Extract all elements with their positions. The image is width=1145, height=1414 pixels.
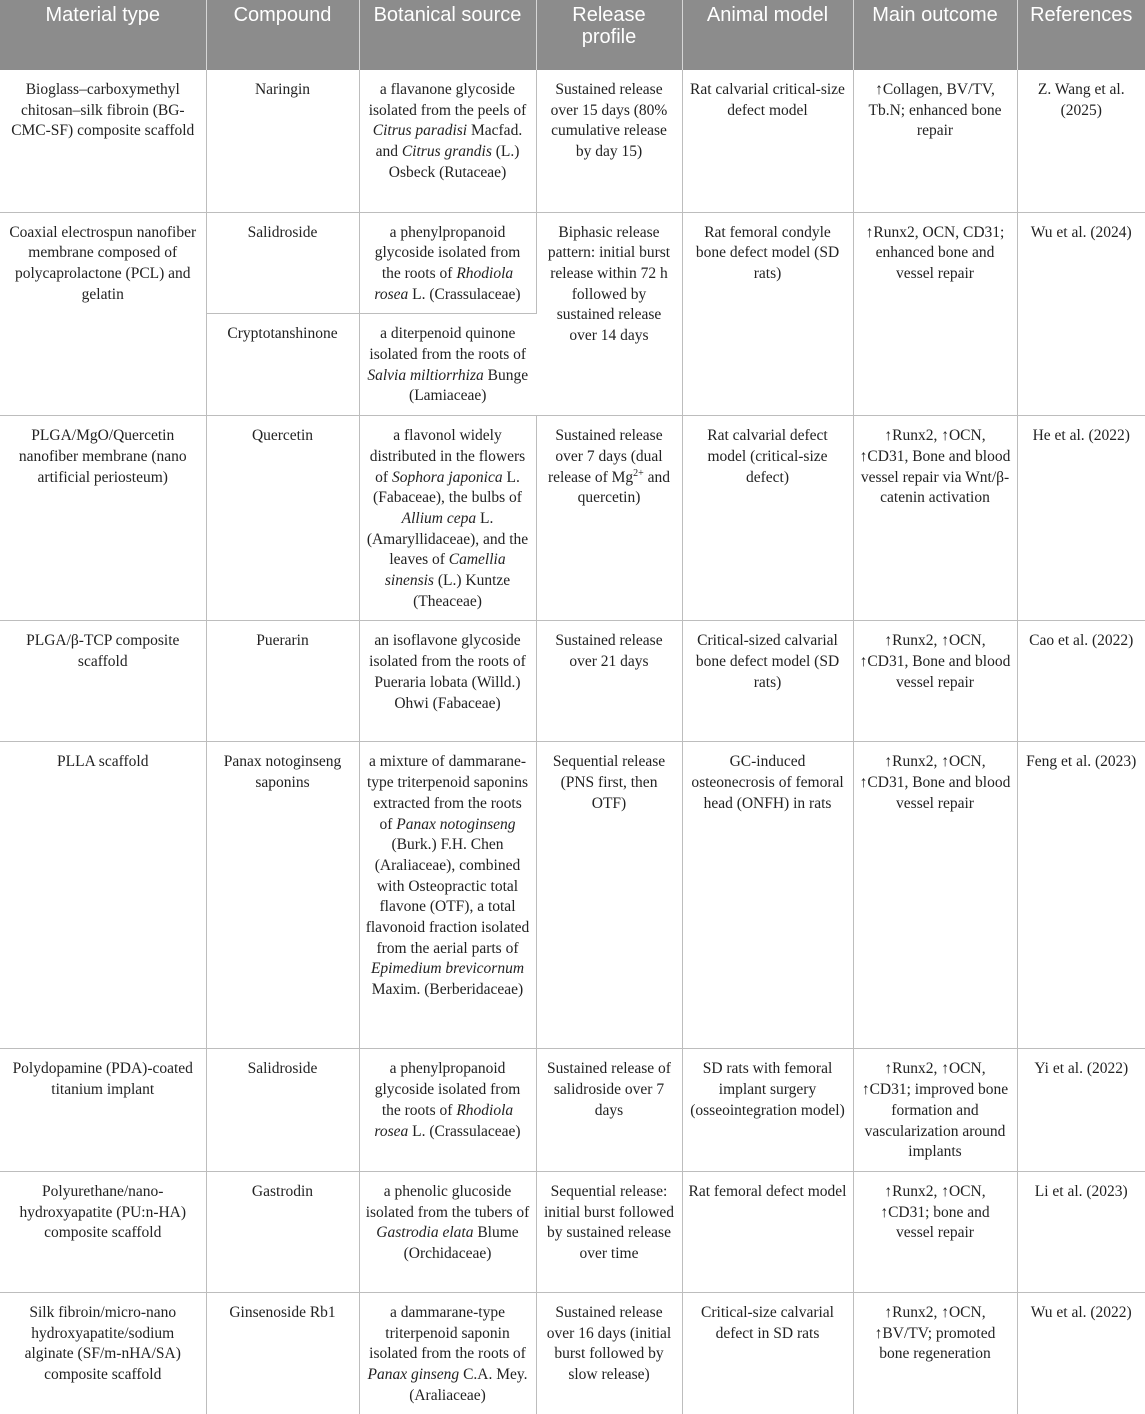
cell-compound: Panax notoginseng saponins — [206, 742, 359, 1049]
header-compound: Compound — [206, 0, 359, 70]
cell-botanical-source: a phenylpropanoid glycoside isolated from the roots of Rhodiola rosea L. (Crassulaceae) — [359, 1049, 536, 1172]
cell-botanical-source: a flavanone glycoside isolated from the peels of Citrus paradisi Macfad. and Citrus grandis (L.) Osbeck (Rutaceae) — [359, 70, 536, 212]
cell-main-outcome: ↑Runx2, ↑OCN, ↑BV/TV; promoted bone regeneration — [853, 1292, 1017, 1414]
cell-animal-model: Rat calvarial critical-size defect model — [682, 70, 853, 212]
header-references: References — [1017, 0, 1145, 70]
cell-animal-model: Critical-size calvarial defect in SD rats — [682, 1292, 853, 1414]
header-main-outcome: Main outcome — [853, 0, 1017, 70]
cell-main-outcome: ↑Runx2, ↑OCN, ↑CD31; improved bone formation and vascularization around implants — [853, 1049, 1017, 1172]
cell-compound: Salidroside — [206, 212, 359, 314]
cell-reference: Cao et al. (2022) — [1017, 621, 1145, 742]
cell-reference: Z. Wang et al. (2025) — [1017, 70, 1145, 212]
cell-reference: He et al. (2022) — [1017, 416, 1145, 621]
cell-main-outcome: ↑Runx2, ↑OCN, ↑CD31, Bone and blood vessel repair — [853, 621, 1017, 742]
cell-material: Bioglass–carboxymethyl chitosan–silk fibroin (BG-CMC-SF) composite scaffold — [0, 70, 206, 212]
cell-compound: Gastrodin — [206, 1171, 359, 1292]
table-row — [0, 742, 1145, 1049]
cell-animal-model: Rat calvarial defect model (critical-size defect) — [682, 416, 853, 621]
cell-botanical-source: a phenolic glucoside isolated from the tubers of Gastrodia elata Blume (Orchidaceae) — [359, 1171, 536, 1292]
cell-main-outcome: ↑Runx2, ↑OCN, ↑CD31; bone and vessel repair — [853, 1171, 1017, 1292]
header-row — [0, 0, 1145, 70]
cell-release-profile: Sustained release over 21 days — [536, 621, 682, 742]
header-material-type: Material type — [0, 0, 206, 70]
cell-material: PLGA/MgO/Quercetin nanofiber membrane (nano artificial periosteum) — [0, 416, 206, 621]
cell-release-profile: Sustained release over 7 days (dual release of $Mg^{2+}$ and quercetin) — [536, 416, 682, 621]
cell-material: Silk fibroin/micro-nano hydroxyapatite/sodium alginate (SF/m-nHA/SA) composite scaffold — [0, 1292, 206, 1414]
cell-release-profile: Sustained release over 15 days (80% cumulative release by day 15) — [536, 70, 682, 212]
table-row — [0, 70, 1145, 212]
cell-botanical-source: an isoflavone glycoside isolated from the roots of Pueraria lobata (Willd.) Ohwi (Fabaceae) — [359, 621, 536, 742]
cell-animal-model: SD rats with femoral implant surgery (osseointegration model) — [682, 1049, 853, 1172]
table-row — [0, 621, 1145, 742]
cell-animal-model: GC-induced osteonecrosis of femoral head (ONFH) in rats — [682, 742, 853, 1049]
table-row — [0, 1049, 1145, 1172]
cell-material: PLLA scaffold — [0, 742, 206, 1049]
cell-botanical-source: a flavonol widely distributed in the flowers of Sophora japonica L. (Fabaceae), the bulbs of Allium cepa L. (Amaryllidaceae), and the leaves of Camellia sinensis (L.) Kuntze (Theaceae) — [359, 416, 536, 621]
cell-main-outcome: ↑Collagen, BV/TV, Tb.N; enhanced bone repair — [853, 70, 1017, 212]
cell-release-profile: Sequential release: initial burst followed by sustained release over time — [536, 1171, 682, 1292]
cell-release-profile: Biphasic release pattern: initial burst release within 72 h followed by sustained release over 14 days — [536, 212, 682, 416]
cell-compound: Cryptotanshinone — [206, 314, 359, 416]
cell-reference: Wu et al. (2024) — [1017, 212, 1145, 416]
cell-material: Polyurethane/nano-hydroxyapatite (PU:n-HA) composite scaffold — [0, 1171, 206, 1292]
header-release-profile: Release profile — [536, 0, 682, 70]
header-animal-model: Animal model — [682, 0, 853, 70]
cell-reference: Yi et al. (2022) — [1017, 1049, 1145, 1172]
cell-reference: Wu et al. (2022) — [1030, 1303, 1132, 1321]
cell-compound: Quercetin — [206, 416, 359, 621]
cell-main-outcome: ↑Runx2, ↑OCN, ↑CD31, Bone and blood vessel repair — [853, 742, 1017, 1049]
cell-compound: Ginsenoside Rb1 — [206, 1292, 359, 1414]
cell-animal-model: Critical-sized calvarial bone defect model (SD rats) — [682, 621, 853, 742]
header-botanical-source: Botanical source — [359, 0, 536, 70]
cell-botanical-source: a phenylpropanoid glycoside isolated from the roots of Rhodiola rosea L. (Crassulaceae) — [359, 212, 536, 314]
cell-release-profile: Sustained release over 16 days (initial burst followed by slow release) — [536, 1292, 682, 1414]
cell-main-outcome: ↑Runx2, OCN, CD31; enhanced bone and vessel repair — [853, 212, 1017, 416]
cell-botanical-source: a dammarane-type triterpenoid saponin isolated from the roots of Panax ginseng C.A. Mey. (Araliaceae) — [359, 1292, 536, 1414]
cell-reference: Feng et al. (2023) — [1017, 742, 1145, 1049]
cell-animal-model: Rat femoral defect model — [682, 1171, 853, 1292]
cell-compound: Naringin — [206, 70, 359, 212]
cell-release-profile: Sustained release of salidroside over 7 days — [536, 1049, 682, 1172]
cell-animal-model: Rat femoral condyle bone defect model (SD rats) — [682, 212, 853, 416]
cell-release-profile: Sequential release (PNS first, then OTF) — [536, 742, 682, 1049]
cell-material: Coaxial electrospun nanofiber membrane composed of polycaprolactone (PCL) and gelatin — [0, 212, 206, 416]
cell-compound: Puerarin — [206, 621, 359, 742]
cell-reference: Li et al. (2023) — [1017, 1171, 1145, 1292]
cell-material: Polydopamine (PDA)-coated titanium implant — [0, 1049, 206, 1172]
cell-material: PLGA/β-TCP composite scaffold — [0, 621, 206, 742]
table-row — [0, 416, 1145, 621]
cell-compound: Salidroside — [206, 1049, 359, 1172]
table-row — [0, 1171, 1145, 1292]
cell-main-outcome: ↑Runx2, ↑OCN, ↑CD31, Bone and blood vessel repair via Wnt/β-catenin activation — [853, 416, 1017, 621]
cell-botanical-source: a diterpenoid quinone isolated from the roots of Salvia miltiorrhiza Bunge (Lamiaceae) — [359, 314, 536, 416]
table-row — [0, 212, 1145, 314]
table-row — [0, 1292, 1145, 1414]
cell-botanical-source: a mixture of dammarane-type triterpenoid saponins extracted from the roots of Panax notoginseng (Burk.) F.H. Chen (Araliaceae), combined with Osteopractic total flavone (OTF), a total flavonoid fraction isolated from the aerial parts of Epimedium brevicornum Maxim. (Berberidaceae) — [359, 742, 536, 1049]
